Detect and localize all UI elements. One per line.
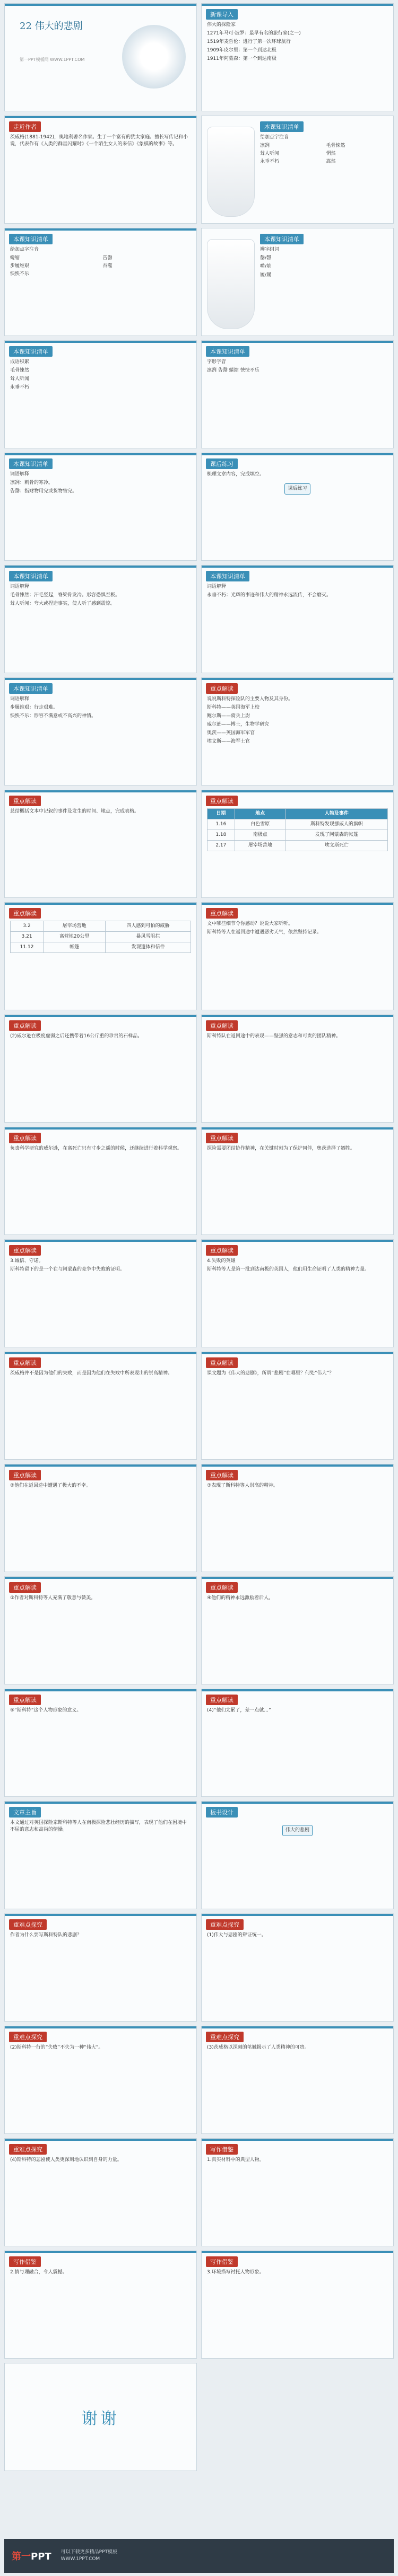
slide-body	[10, 584, 191, 668]
top-band	[5, 1352, 196, 1354]
line: 给加点字注音	[10, 247, 39, 252]
line: 怏怏不乐：形容不满意或不高兴的神情。	[10, 713, 97, 719]
map-node: 课后练习	[284, 483, 310, 495]
line: 履/屦	[260, 272, 272, 278]
mind-map	[207, 1825, 388, 1836]
slide-body	[10, 1258, 191, 1343]
slide-explore-37[interactable]	[4, 2138, 197, 2246]
table-header: 人物及事件	[285, 809, 387, 819]
line: 步履维艰：行走艰难。	[10, 705, 58, 711]
slide-title: 重点解读	[206, 1470, 238, 1480]
slide-title: 本课知识清单	[9, 346, 53, 357]
top-band	[5, 1802, 196, 1804]
line: 文中哪些细节令你感动？说说大家听听。	[207, 921, 293, 927]
slide-writing-39[interactable]	[4, 2251, 197, 2359]
slide-writing-40[interactable]	[201, 2251, 394, 2359]
slide-explore-33[interactable]	[4, 1913, 197, 2022]
top-band	[5, 678, 196, 680]
table-cell: 白色雪原	[235, 819, 285, 830]
slide-title: 重点解读	[206, 908, 238, 919]
slide-body	[207, 1932, 388, 2017]
table-cell: 1.18	[207, 830, 235, 841]
line: 辨字组词	[260, 247, 280, 252]
line: 斯科特——英国海军上校	[207, 705, 260, 711]
line: ③作者对斯科特等人充满了敬意与赞美。	[10, 1595, 96, 1601]
slide-explore-34[interactable]	[201, 1913, 394, 2022]
slide-body	[207, 1033, 388, 1118]
line: 词语解释	[10, 696, 30, 702]
slide-body	[207, 696, 388, 781]
slide-grid	[4, 3, 394, 2471]
slide-body	[10, 246, 191, 331]
slide-body	[207, 1595, 388, 1680]
line: 1909年皮尔里：第一个到达北极	[207, 48, 276, 54]
slide-title: 重点解读	[9, 1357, 41, 1368]
table-cell: 四人感到可怕的威胁	[106, 921, 191, 932]
top-band	[5, 1015, 196, 1017]
slide-title: 重点解读	[9, 1245, 41, 1256]
top-band	[5, 903, 196, 905]
footer-banner[interactable]	[4, 2539, 394, 2573]
slide-body	[207, 2044, 388, 2129]
table-cell: 埃文斯死亡	[285, 841, 387, 851]
slide-body	[207, 1483, 388, 1567]
line: 词语解释	[207, 584, 227, 589]
slide-title: 重点解读	[9, 796, 41, 806]
top-band	[202, 678, 393, 680]
top-band	[202, 1352, 393, 1354]
slide-body	[207, 22, 388, 107]
table-cell: 屠宰场营地	[44, 921, 106, 932]
slide-title: 新课导入	[206, 9, 238, 20]
top-band	[202, 1240, 393, 1242]
top-band	[202, 1689, 393, 1691]
table-cell: 帐篷	[44, 942, 106, 953]
slide-vocab-1[interactable]	[201, 116, 394, 224]
slide-body	[10, 1145, 191, 1230]
top-band	[202, 1127, 393, 1130]
slide-title: 走近作者	[9, 121, 41, 132]
slide-board[interactable]	[201, 1801, 394, 1909]
slide-body	[207, 808, 388, 893]
slide-title: 重点解读	[9, 908, 41, 919]
line: 斯科特队在返回途中的表现——坚强的意志和可贵的团队精神。	[207, 1034, 341, 1039]
line: 耸人听闻：夸大或捏造事实，使人听了感到震惊。	[10, 601, 116, 607]
top-band	[202, 903, 393, 905]
table-row	[207, 819, 388, 830]
slide-title: 课后练习	[206, 458, 238, 469]
top-band	[202, 1914, 393, 1916]
line: ⑤“斯科特”这个人物形象的意义。	[10, 1708, 82, 1713]
word: 告罄	[102, 255, 113, 261]
slide-title: 重点解读	[206, 1695, 238, 1705]
slide-title: 重点解读	[206, 1582, 238, 1593]
slide-theme[interactable]	[4, 1801, 197, 1909]
slide-table-b[interactable]	[4, 902, 197, 1010]
slide-detail-17[interactable]	[4, 1014, 197, 1123]
line: 奥茨——英国海军军官	[207, 730, 255, 736]
slide-title: 写作借鉴	[206, 2144, 238, 2155]
slide-vocab-3[interactable]	[201, 228, 394, 336]
word: 嵩然	[326, 159, 336, 165]
slide-title: 重点解读	[9, 1133, 41, 1143]
top-band	[202, 4, 393, 6]
slide-body	[10, 134, 191, 219]
line: 梳理文章内容，完成填空。	[207, 472, 265, 477]
slide-detail-25[interactable]	[4, 1464, 197, 1572]
table-header: 日期	[207, 809, 235, 819]
events-table	[207, 808, 388, 851]
slide-body	[10, 1707, 191, 1792]
slide-body	[207, 2269, 388, 2354]
line: 成语积累	[10, 359, 30, 365]
line: 永垂不朽：光辉的事迹和伟大的精神永远流传，不会磨灭。	[207, 593, 332, 598]
word: 蜷缩	[10, 255, 20, 261]
slide-title: 本课知识清单	[260, 234, 304, 244]
slide-body	[207, 1145, 388, 1230]
slide-title: 重点解读	[206, 683, 238, 694]
line: 斯科特等人在返回途中遭遇恶劣天气，依然坚持记录。	[207, 930, 322, 936]
slide-detail-22[interactable]	[201, 1239, 394, 1347]
line: 鲍尔斯——骑兵上尉	[207, 713, 250, 719]
slide-body	[10, 1033, 191, 1118]
line: 噬/筮	[260, 264, 272, 270]
slide-body	[10, 1595, 191, 1680]
slide-vocab-4[interactable]	[4, 340, 197, 448]
slide-writing-38[interactable]	[201, 2138, 394, 2246]
slide-title: 本课知识清单	[9, 571, 53, 581]
slide-body	[207, 921, 388, 1005]
table-cell: 1.16	[207, 819, 235, 830]
slide-title: 重点解读	[9, 1020, 41, 1031]
line: 总结概括文本中记叙的事件及发生的时间、地点，完成表格。	[10, 809, 140, 814]
top-band	[202, 453, 393, 455]
slide-detail-23[interactable]	[4, 1352, 197, 1460]
word: 怏怏不乐	[10, 271, 30, 277]
line: 词语解释	[10, 472, 30, 477]
slide-title: 写作借鉴	[206, 2256, 238, 2267]
slide-author[interactable]	[4, 116, 197, 224]
mind-map	[207, 483, 388, 495]
slide-events[interactable]	[4, 790, 197, 898]
table-cell: 暴风雪阻拦	[106, 932, 191, 942]
top-band	[5, 116, 196, 118]
table-cell: 南极点	[235, 830, 285, 841]
top-band	[202, 566, 393, 568]
slide-vocab-5[interactable]	[201, 340, 394, 448]
slide-body	[10, 1820, 191, 1904]
slide-exercise[interactable]	[201, 453, 394, 561]
line: (4)“他们太累了，差一点就...”	[207, 1708, 271, 1713]
slide-body	[10, 1370, 191, 1455]
slide-title: 板书设计	[206, 1807, 238, 1818]
line: 伟大的探险家	[207, 22, 236, 28]
slide-body	[207, 1707, 388, 1792]
cover-subtitle: 第一PPT模板网 WWW.1PPT.COM	[20, 57, 85, 62]
line: ②他们在返回途中遭遇了极大的不幸。	[10, 1483, 91, 1488]
top-band	[5, 1577, 196, 1579]
slide-body	[10, 696, 191, 781]
line: 1519年麦哲伦：进行了第一次环球航行	[207, 39, 291, 45]
top-band	[5, 1127, 196, 1130]
slide-title: 重点解读	[206, 1020, 238, 1031]
line: 1.真实材料中的典型人物。	[207, 2157, 264, 2163]
line: 凛冽：刺骨的寒冷。	[10, 480, 54, 486]
cup-illustration-icon	[122, 25, 186, 89]
table-cell: 11.12	[11, 942, 44, 953]
line: 告罄：指财物用完或货物售完。	[10, 489, 77, 495]
table-row	[207, 830, 388, 841]
slide-detail-19[interactable]	[4, 1127, 197, 1235]
word: 耸人听闻	[260, 151, 280, 157]
slide-body	[10, 1483, 191, 1567]
slide-detail-30[interactable]	[201, 1689, 394, 1797]
table-row	[11, 921, 191, 932]
slide-title: 文章主旨	[9, 1807, 41, 1818]
cup-illustration-icon	[207, 127, 255, 217]
line: 作者为什么要写斯科特队的悲剧？	[10, 1933, 82, 1938]
slide-title: 重点解读	[9, 1582, 41, 1593]
table-cell: 屠宰场营地	[235, 841, 285, 851]
line: 1911年阿蒙森：第一个到达南极	[207, 56, 276, 62]
table-row	[11, 932, 191, 942]
line: 永垂不朽	[10, 385, 30, 391]
line: 斯科特等人是第一批到达南极的英国人，他们用生命证明了人类的精神力量。	[207, 1267, 370, 1273]
line: 3.环境描写衬托人物形象。	[207, 2270, 264, 2275]
word: 吞噬	[102, 263, 113, 269]
top-band	[202, 2026, 393, 2028]
footer-line[interactable]: WWW.1PPT.COM	[60, 2556, 100, 2562]
top-band	[202, 1577, 393, 1579]
slide-table-a[interactable]	[201, 790, 394, 898]
slide-body	[10, 359, 191, 444]
line: 威尔逊——博士，生物学研究	[207, 722, 270, 728]
slide-detail-18[interactable]	[201, 1014, 394, 1123]
line: 罄/磬	[260, 255, 272, 261]
thanks-text: 谢谢	[81, 2410, 120, 2428]
line: (2)斯科特一行的“失败”不失为一种“伟大”。	[10, 2045, 103, 2050]
events-table	[10, 921, 191, 953]
line: (1)伟大与悲剧的辩证统一。	[207, 1933, 266, 1938]
line: 说说斯科特探险队的主要人物及其身份。	[207, 696, 293, 702]
line: 课文题为《伟大的悲剧》，所谓“悲剧”在哪里？何处“伟大”？	[207, 1371, 334, 1376]
slide-detail-26[interactable]	[201, 1464, 394, 1572]
slide-title: 重难点探究	[9, 2144, 47, 2155]
table-row	[207, 841, 388, 851]
slide-body	[10, 2269, 191, 2354]
slide-title: 重点解读	[9, 1470, 41, 1480]
table-cell: 3.2	[11, 921, 44, 932]
table-cell: 2.17	[207, 841, 235, 851]
line: 1271年马可·波罗：最早有名的旅行家(之一)	[207, 31, 301, 37]
slide-explore-36[interactable]	[201, 2026, 394, 2134]
top-band	[5, 453, 196, 455]
table-cell: 斯科特发现挪威人的旗帜	[285, 819, 387, 830]
slide-detail-24[interactable]	[201, 1352, 394, 1460]
line: 字形字音	[207, 359, 227, 365]
slide-title: 本课知识清单	[206, 571, 249, 581]
top-band	[202, 1015, 393, 1017]
cup-illustration-icon	[207, 239, 255, 329]
table-cell: 3.21	[11, 932, 44, 942]
site-logo[interactable]	[12, 2549, 51, 2563]
slide-title: 重点解读	[9, 1695, 41, 1705]
word: 步履维艰	[10, 263, 30, 269]
top-band	[5, 228, 196, 231]
top-band	[5, 4, 196, 6]
top-band	[202, 1802, 393, 1804]
line: 探险需要团结协作精神，在关键时刻为了保护同伴，奥茨选择了牺牲。	[207, 1146, 356, 1151]
table-cell: 发现了阿蒙森的帐篷	[285, 830, 387, 841]
logo-part-a: 第一	[12, 2551, 31, 2562]
slide-title: 本课知识清单	[9, 683, 53, 694]
slide-detail-28[interactable]	[201, 1576, 394, 1684]
slide-body	[207, 1370, 388, 1455]
word: 惘然	[326, 151, 336, 157]
slide-body	[260, 246, 388, 331]
line: 本文通过对英国探险家斯科特等人在南极探险悲壮经历的描写，表现了他们在困境中不屈的意志和高尚的情操。	[10, 1820, 187, 1833]
slide-cover[interactable]	[4, 3, 197, 111]
line: 给加点字注音	[260, 135, 289, 140]
line: 4.失败的英雄	[207, 1258, 236, 1264]
slide-detail-21[interactable]	[4, 1239, 197, 1347]
table-cell: 发现遗体和信件	[106, 942, 191, 953]
table-header: 地点	[235, 809, 285, 819]
slide-title: 重点解读	[206, 1133, 238, 1143]
table-cell: 离营地20公里	[44, 932, 106, 942]
slide-vocab-6[interactable]	[4, 453, 197, 561]
top-band	[5, 341, 196, 343]
word-list	[10, 255, 191, 278]
line: 毛骨悚然：汗毛竖起，脊梁骨发冷。形容恐惧至极。	[10, 593, 120, 598]
top-band	[202, 2251, 393, 2253]
slide-title: 重点解读	[206, 1357, 238, 1368]
slide-title: 本课知识清单	[206, 346, 249, 357]
slide-title: 重点解读	[206, 1245, 238, 1256]
word: 永垂不朽	[260, 159, 280, 165]
top-band	[5, 1689, 196, 1691]
slide-body	[207, 584, 388, 668]
slide-detail-16[interactable]	[201, 902, 394, 1010]
slide-body	[10, 808, 191, 893]
slide-detail-29[interactable]	[4, 1689, 197, 1797]
slide-detail-20[interactable]	[201, 1127, 394, 1235]
top-band	[202, 2139, 393, 2141]
top-band	[5, 2251, 196, 2253]
slide-body	[10, 2157, 191, 2242]
slide-vocab-2[interactable]	[4, 228, 197, 336]
line: 耸人听闻	[10, 376, 30, 382]
cover-title: 22 伟大的悲剧	[20, 21, 83, 32]
top-band	[5, 1914, 196, 1916]
line: 斯科特留下的是一个在与阿蒙森的竞争中失败的证明。	[10, 1267, 125, 1273]
slide-body	[207, 1820, 388, 1904]
line: 茨威格并不是因为他们的失败，而是因为他们在失败中所表现出的崇高精神。	[10, 1371, 173, 1376]
slide-title: 重难点探究	[9, 1919, 47, 1930]
slide-characters[interactable]	[201, 677, 394, 786]
top-band	[5, 2139, 196, 2141]
line: (2)威尔逊在极度虚弱之后还携带着16公斤重的珍贵的石样品。	[10, 1034, 143, 1039]
top-band	[202, 341, 393, 343]
logo-part-b: PPT	[31, 2551, 51, 2562]
line: (3)茨威格以深刻的笔触揭示了人类精神的可贵。	[207, 2045, 309, 2050]
slide-vocab-8[interactable]	[201, 565, 394, 673]
slide-body	[207, 2157, 388, 2242]
line: ③表现了斯科特等人崇高的精神。	[207, 1483, 279, 1488]
slide-title: 本课知识清单	[9, 234, 53, 244]
footer-links	[61, 2549, 117, 2563]
slide-body	[10, 1932, 191, 2017]
top-band	[5, 2026, 196, 2028]
line: 埃文斯——海军士官	[207, 739, 250, 745]
slide-title: 重难点探究	[206, 1919, 244, 1930]
table-row	[11, 942, 191, 953]
line: 负责科学研究的威尔逊，在离死亡只有寸步之遥的时候，还继续进行着科学观察。	[10, 1146, 183, 1151]
slide-intro[interactable]	[201, 3, 394, 111]
top-band	[202, 790, 393, 792]
slide-body	[10, 2044, 191, 2129]
map-node: 伟大的悲剧	[282, 1825, 313, 1836]
word: 凛冽	[260, 143, 270, 149]
slide-title: 本课知识清单	[9, 458, 53, 469]
slide-explore-35[interactable]	[4, 2026, 197, 2134]
slide-vocab-9[interactable]	[4, 677, 197, 786]
slide-title: 重难点探究	[9, 2032, 47, 2042]
slide-title: 重难点探究	[206, 2032, 244, 2042]
word-list	[260, 143, 388, 165]
slide-vocab-7[interactable]	[4, 565, 197, 673]
top-band	[5, 790, 196, 792]
slide-detail-27[interactable]	[4, 1576, 197, 1684]
slide-body	[10, 471, 191, 556]
line: (4)斯科特的悲剧使人类更深刻地认识到自身的力量。	[10, 2157, 122, 2163]
slide-thanks[interactable]	[4, 2363, 197, 2471]
line: 3.诚信、守诺。	[10, 1258, 44, 1264]
footer-line: 可以下载更多精品PPT模板	[60, 2549, 118, 2555]
slide-body	[207, 1258, 388, 1343]
word: 毛骨悚然	[326, 143, 345, 149]
slide-body	[207, 359, 388, 444]
line: 词语解释	[10, 584, 30, 589]
line: 凛冽 告罄 蜷缩 怏怏不乐	[207, 368, 259, 374]
slide-title: 重点解读	[206, 796, 238, 806]
top-band	[5, 1465, 196, 1467]
line: 茨威格(1881-1942)，奥地利著名作家。生于一个富有的犹太家庭。擅长写传记和小说，代表作有《人类的群星闪耀时》《一个陌生女人的来信》《象棋的故事》等。	[10, 135, 188, 147]
top-band	[202, 1465, 393, 1467]
slide-body	[260, 134, 388, 219]
line: 2.情与理融合，令人震撼。	[10, 2270, 67, 2275]
top-band	[5, 566, 196, 568]
slide-body	[207, 471, 388, 556]
top-band	[5, 1240, 196, 1242]
slide-title: 本课知识清单	[260, 121, 304, 132]
slide-body	[10, 921, 191, 1005]
line: 毛骨悚然	[10, 368, 30, 374]
slide-title: 写作借鉴	[9, 2256, 41, 2267]
line: ④他们的精神永远激励着后人。	[207, 1595, 274, 1601]
